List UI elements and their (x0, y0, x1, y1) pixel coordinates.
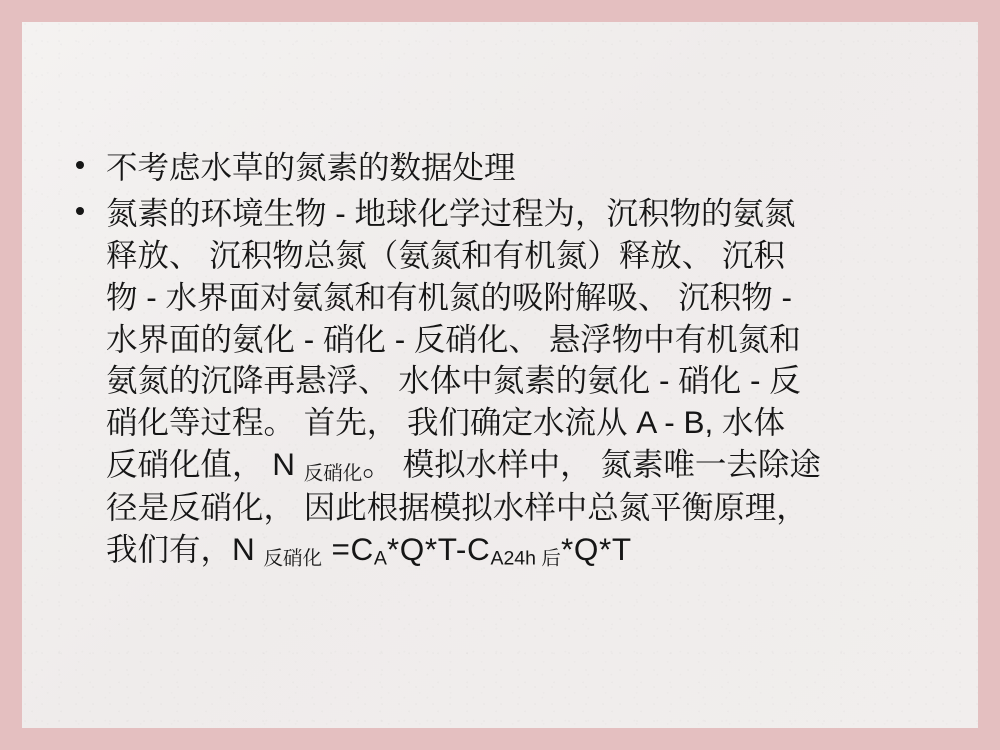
bullet-item-2 (62, 193, 942, 573)
line9-prefix: 我们有，N (106, 531, 264, 568)
bullet-1-text: 不考虑水草的氮素的数据处理 (106, 149, 516, 185)
line7-prefix: 反硝化值， N (106, 446, 304, 483)
bullet-2-line-1: 氮素的环境生物 - 地球化学过程为，沉积物的氨氮 (106, 194, 796, 231)
slide-body-text (62, 147, 942, 577)
bullet-dot-icon (76, 161, 84, 169)
line9-subscript-3: A24h 后 (490, 547, 561, 570)
line9-subscript-1: 反硝化 (263, 547, 323, 570)
bullet-2-line-8: 径是反硝化， 因此根据模拟水样中总氮平衡原理， (106, 489, 808, 526)
line9-subscript-2: A (373, 547, 387, 570)
bullet-2-line-9 (106, 529, 942, 572)
line7-middle: 。 模拟水样中， 氮素唯一去除途 (362, 446, 821, 483)
bullet-2-line-5: 氨氮的沉降再悬浮、 水体中氮素的氨化 - 硝化 - 反 (106, 362, 801, 399)
bullet-2-text (106, 193, 942, 573)
bullet-item-1 (62, 147, 942, 189)
bullet-2-line-7 (106, 444, 942, 487)
bullet-2-line-6: 硝化等过程。 首先， 我们确定水流从 A - B, 水体 (106, 404, 786, 441)
line9-equation-part-3: *Q*T (560, 531, 632, 568)
line9-equation-part-1: =C (322, 531, 374, 568)
line9-equation-part-2: *Q*T-C (386, 531, 491, 568)
bullet-2-line-4: 水界面的氨化 - 硝化 - 反硝化、 悬浮物中有机氮和 (106, 320, 801, 357)
bullet-list (62, 147, 942, 573)
bullet-2-line-2: 释放、 沉积物总氮（氨氮和有机氮）释放、 沉积 (106, 236, 786, 273)
line7-subscript: 反硝化 (303, 462, 363, 485)
slide-content-area (22, 22, 978, 728)
bullet-dot-icon (76, 207, 84, 215)
bullet-2-line-3: 物 - 水界面对氨氮和有机氮的吸附解吸、 沉积物 - (106, 278, 792, 315)
